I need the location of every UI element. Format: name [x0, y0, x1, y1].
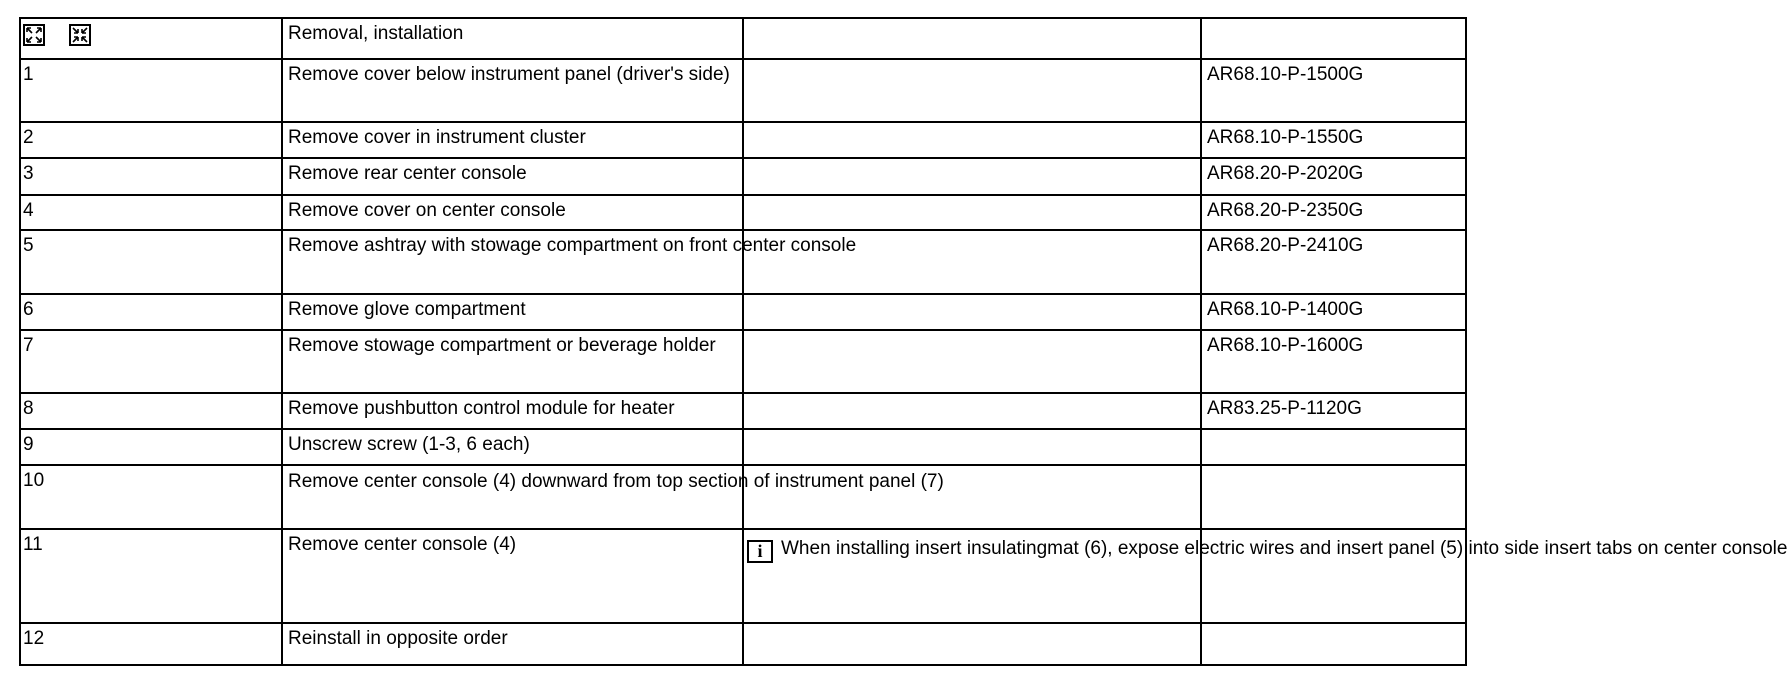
reference-cell [1201, 18, 1466, 59]
step-text: Reinstall in opposite order [282, 623, 743, 665]
note-cell [743, 195, 1201, 230]
table-row [20, 294, 1466, 330]
note-cell [743, 122, 1201, 158]
reference-link[interactable]: AR68.10-P-1400G [1201, 294, 1466, 330]
step-number: 9 [20, 429, 282, 465]
table-row [20, 59, 1466, 122]
step-text: Remove center console (4) [282, 529, 743, 623]
table-row [20, 429, 1466, 465]
reference-link[interactable]: AR68.10-P-1550G [1201, 122, 1466, 158]
reference-link[interactable]: AR68.20-P-2350G [1201, 195, 1466, 230]
note-cell [743, 59, 1201, 122]
table-row [20, 230, 1466, 294]
reference-link[interactable] [1201, 429, 1466, 465]
reference-link[interactable]: AR83.25-P-1120G [1201, 393, 1466, 429]
step-number: 1 [20, 59, 282, 122]
table-row [20, 623, 1466, 665]
step-number: 11 [20, 529, 282, 623]
step-number: 2 [20, 122, 282, 158]
step-text: Remove pushbutton control module for heater [282, 393, 743, 429]
step-number: 12 [20, 623, 282, 665]
step-number: 5 [20, 230, 282, 294]
step-number: 8 [20, 393, 282, 429]
reference-link[interactable]: AR68.10-P-1500G [1201, 59, 1466, 122]
procedure-title: Removal, installation [282, 18, 743, 59]
table-row [20, 195, 1466, 230]
table-row [20, 158, 1466, 195]
note-cell [743, 18, 1201, 59]
step-number: 4 [20, 195, 282, 230]
step-text: Remove cover on center console [282, 195, 743, 230]
step-number: 3 [20, 158, 282, 195]
view-controls-cell [20, 18, 282, 59]
note-cell [743, 393, 1201, 429]
table-row [20, 393, 1466, 429]
table-row [20, 330, 1466, 393]
step-number: 6 [20, 294, 282, 330]
note-cell [743, 623, 1201, 665]
info-icon: i [747, 540, 773, 563]
reference-link[interactable]: AR68.20-P-2020G [1201, 158, 1466, 195]
installation-note: When installing insert insulatingmat (6), expose electric wires and insert panel (5) into side insert tabs on center console [781, 538, 1787, 559]
table-row [20, 529, 1466, 623]
collapse-arrows-icon[interactable] [69, 24, 91, 46]
expand-arrows-icon[interactable] [23, 24, 45, 46]
reference-link[interactable]: AR68.20-P-2410G [1201, 230, 1466, 294]
table-row [20, 122, 1466, 158]
step-number: 10 [20, 465, 282, 529]
step-number: 7 [20, 330, 282, 393]
note-cell [743, 429, 1201, 465]
step-text: Remove ashtray with stowage compartment on front center console [282, 230, 743, 294]
note-cell [743, 330, 1201, 393]
step-text: Remove center console (4) downward from top section of instrument panel (7) [282, 465, 743, 529]
reference-link[interactable] [1201, 465, 1466, 529]
reference-link[interactable] [1201, 623, 1466, 665]
step-text: Remove glove compartment [282, 294, 743, 330]
step-text: Unscrew screw (1-3, 6 each) [282, 429, 743, 465]
note-cell [743, 158, 1201, 195]
reference-link[interactable]: AR68.10-P-1600G [1201, 330, 1466, 393]
table-header-row [20, 18, 1466, 59]
step-text: Remove cover below instrument panel (driver's side) [282, 59, 743, 122]
step-text: Remove rear center console [282, 158, 743, 195]
step-text: Remove stowage compartment or beverage holder [282, 330, 743, 393]
step-text: Remove cover in instrument cluster [282, 122, 743, 158]
table-row [20, 465, 1466, 529]
note-cell [743, 529, 1787, 623]
procedure-table [19, 17, 1787, 666]
note-cell [743, 294, 1201, 330]
